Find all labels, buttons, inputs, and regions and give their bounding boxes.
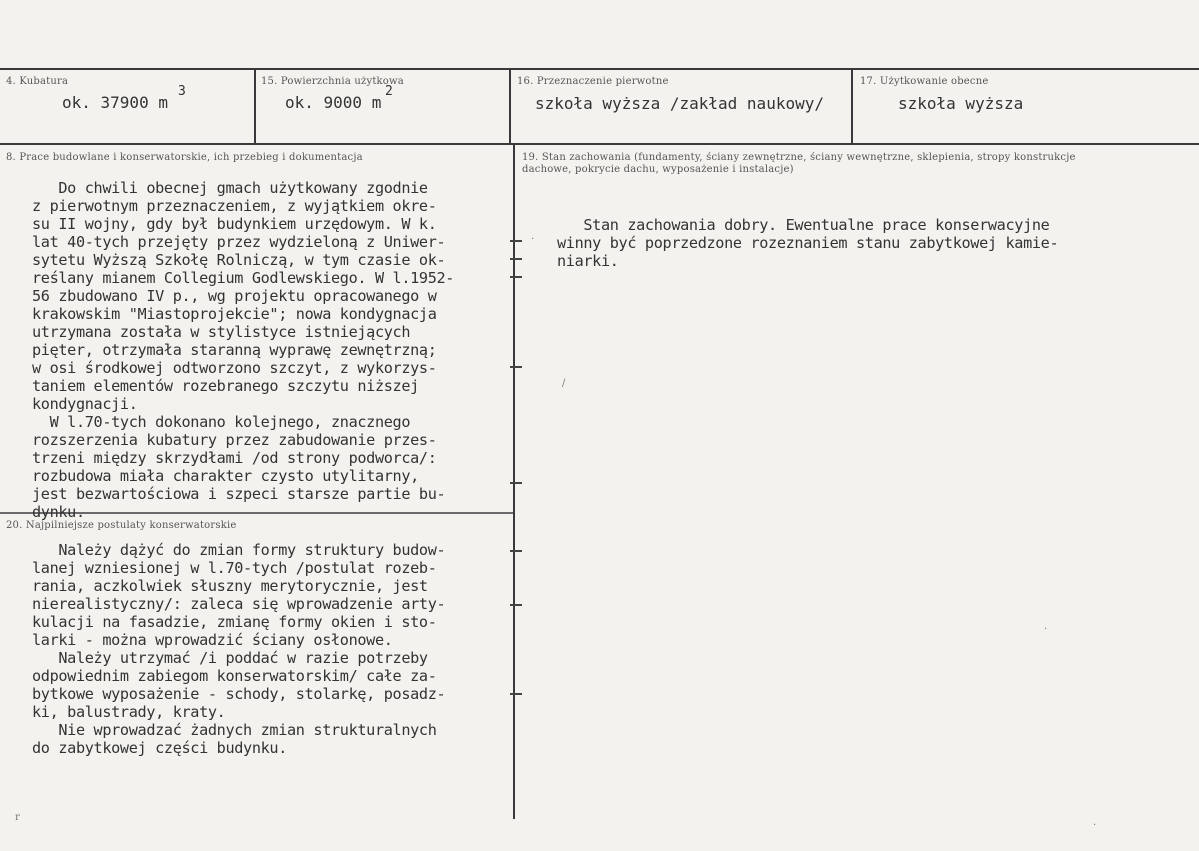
text-line: w osi środkowej odtworzono szczyt, z wykorzys- — [32, 359, 437, 377]
stray-mark: · — [1044, 624, 1048, 635]
field-4-unit-exponent: 3 — [178, 84, 186, 99]
text-line: trzeni między skrzydłami /od strony podworca/: — [32, 449, 437, 467]
stray-mark: r — [15, 812, 20, 823]
hyphen-tick — [510, 693, 522, 695]
text-line: lat 40-tych przejęty przez wydzieloną z Uniwer- — [32, 233, 446, 251]
text-line: nierealistyczny/: zaleca się wprowadzenie arty- — [32, 595, 446, 613]
field-16-value: szkoła wyższa /zakład naukowy/ — [535, 94, 824, 113]
text-line: su II wojny, gdy był budynkiem urzędowym. W k. — [32, 215, 437, 233]
hyphen-tick — [510, 276, 522, 278]
text-line: ki, balustrady, kraty. — [32, 703, 226, 721]
field-4-label: 4. Kubatura — [6, 76, 69, 87]
field-17-value: szkoła wyższa — [898, 94, 1024, 113]
text-line: utrzymana została w stylistyce istniejących — [32, 323, 411, 341]
stray-mark: / — [562, 378, 566, 389]
text-line: winny być poprzedzone rozeznaniem stanu zabytkowej kamie- — [557, 234, 1059, 252]
hyphen-tick — [510, 258, 522, 260]
hyphen-tick — [510, 240, 522, 242]
section-18-label: 8. Prace budowlane i konserwatorskie, ich przebieg i dokumentacja — [6, 152, 363, 163]
field-16-label: 16. Przeznaczenie pierwotne — [517, 76, 669, 87]
field-15-label: 15. Powierzchnia użytkowa — [261, 76, 404, 87]
field-4-value: ok. 37900 m — [62, 93, 168, 112]
divider-f4-f15 — [254, 70, 256, 144]
header-bottom-rule — [0, 143, 1199, 145]
hyphen-tick — [510, 366, 522, 368]
text-line: Stan zachowania dobry. Ewentualne prace konserwacyjne — [557, 216, 1050, 234]
section-19-label: 19. Stan zachowania (fundamenty, ściany zewnętrzne, ściany wewnętrzne, sklepienia, stropy konstrukcje dachowe, pokrycie dachu, wyposażenie i instalacje) — [522, 152, 1076, 175]
text-line: W l.70-tych dokonano kolejnego, znacznego — [32, 413, 411, 431]
text-line: z pierwotnym przeznaczeniem, z wyjątkiem okre- — [32, 197, 437, 215]
divider-f16-f17 — [851, 70, 853, 144]
text-line: rania, aczkolwiek słuszny merytorycznie, jest — [32, 577, 428, 595]
text-line: taniem elementów rozebranego szczytu niższej — [32, 377, 419, 395]
section-18-text — [32, 179, 454, 521]
text-line: sytetu Wyższą Szkołę Rolniczą, w tym czasie ok- — [32, 251, 446, 269]
field-17-label: 17. Użytkowanie obecne — [860, 76, 989, 87]
text-line: Należy dążyć do zmian formy struktury budow- — [32, 541, 446, 559]
text-line: odpowiednim zabiegom konserwatorskim/ całe za- — [32, 667, 437, 685]
text-line: kulacji na fasadzie, zmianę formy okien i sto- — [32, 613, 437, 631]
stray-mark: · — [531, 234, 535, 245]
text-line: dynku. — [32, 503, 85, 521]
text-line: bytkowe wyposażenie - schody, stolarkę, posadz- — [32, 685, 446, 703]
text-line: jest bezwartościowa i szpeci starsze partie bu- — [32, 485, 446, 503]
text-line: Do chwili obecnej gmach użytkowany zgodnie — [32, 179, 428, 197]
section-20-label: 20. Najpilniejsze postulaty konserwatorskie — [6, 520, 237, 531]
text-line: rozszerzenia kubatury przez zabudowanie przes- — [32, 431, 437, 449]
text-line: do zabytkowej części budynku. — [32, 739, 288, 757]
field-15-unit-exponent: 2 — [385, 84, 393, 99]
text-line: Należy utrzymać /i poddać w razie potrzeby — [32, 649, 428, 667]
top-rule — [0, 68, 1199, 70]
divider-f15-f16 — [509, 70, 511, 144]
hyphen-tick — [510, 550, 522, 552]
text-line: Nie wprowadzać żadnych zmian strukturalnych — [32, 721, 437, 739]
field-15-value: ok. 9000 m — [285, 93, 382, 112]
text-line: kondygnacji. — [32, 395, 138, 413]
hyphen-tick — [510, 604, 522, 606]
hyphen-tick — [510, 482, 522, 484]
text-line: pięter, otrzymała staranną wyprawę zewnętrzną; — [32, 341, 437, 359]
section-19-text — [557, 216, 1058, 270]
text-line: reślany mianem Collegium Godlewskiego. W l.1952- — [32, 269, 455, 287]
text-line: niarki. — [557, 252, 619, 270]
text-line: larki - można wprowadzić ściany osłonowe. — [32, 631, 393, 649]
text-line: krakowskim "Miastoprojekcie"; nowa kondygnacja — [32, 305, 437, 323]
text-line: lanej wzniesionej w l.70-tych /postulat rozeb- — [32, 559, 437, 577]
text-line: rozbudowa miała charakter czysto utylitarny, — [32, 467, 419, 485]
text-line: 56 zbudowano IV p., wg projektu opracowanego w — [32, 287, 437, 305]
section-20-text — [32, 541, 445, 757]
stray-mark: · — [1093, 820, 1097, 831]
